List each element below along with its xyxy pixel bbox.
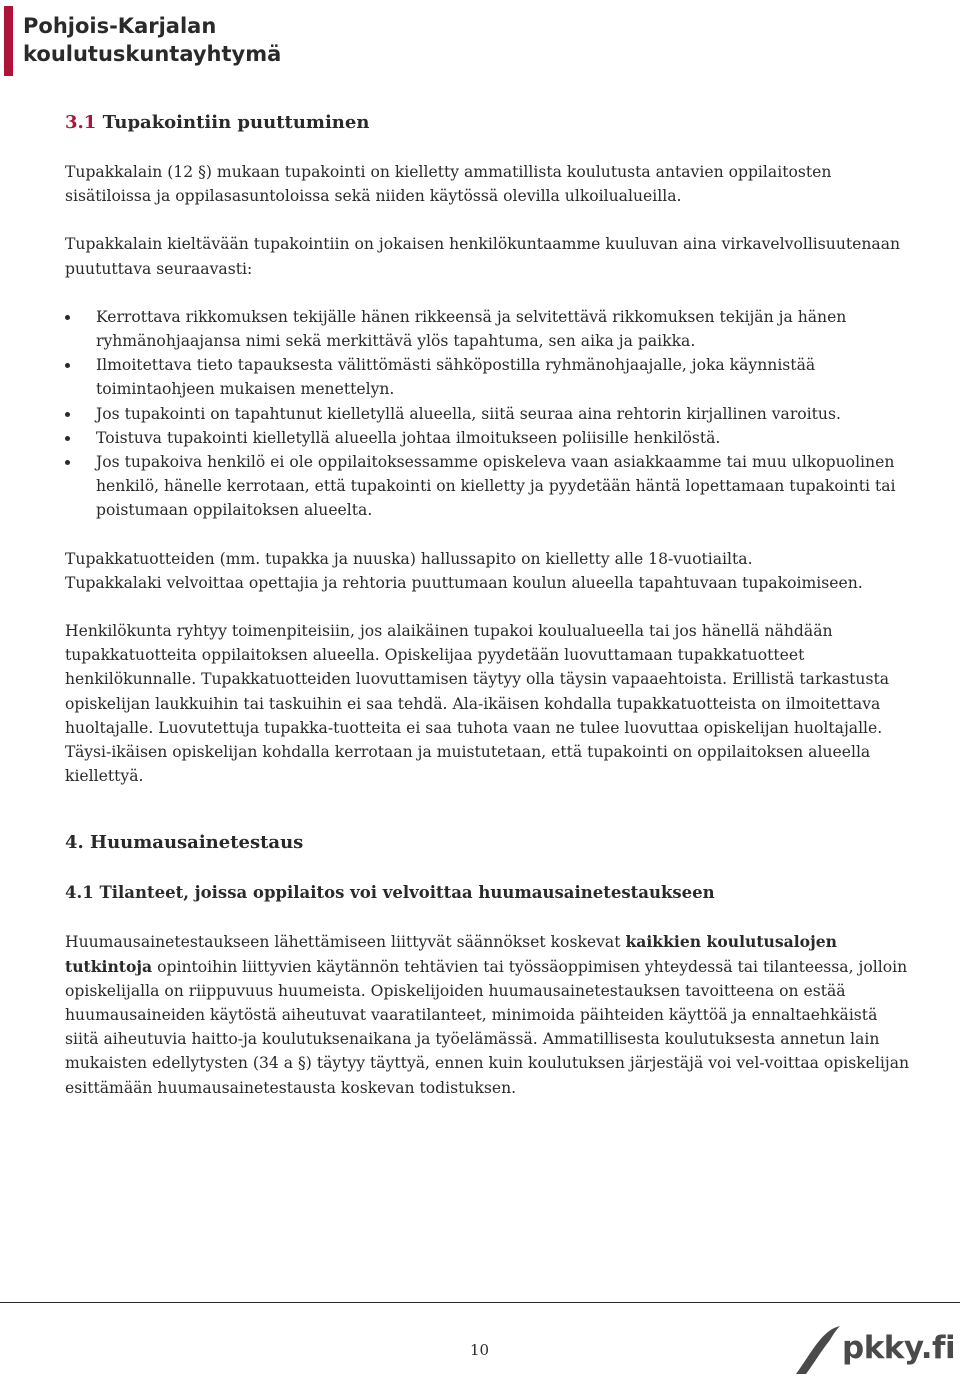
hallussapito-line: Tupakkatuotteiden (mm. tupakka ja nuuska) hallussapito on kielletty alle 18-vuotiailta.	[65, 549, 753, 568]
list-item: Jos tupakoiva henkilö ei ole oppilaitoksessamme opiskeleva vaan asiakkaamme tai muu ulkopuolinen henkilö, hänelle kerrotaan, että tupakointi on kielletty ja pyydetään häntä lopettamaan tupakointi tai poistumaan oppilaitoksen alueelta.	[65, 450, 915, 523]
action-list	[65, 305, 915, 523]
velvoittaa-line: Tupakkalaki velvoittaa opettajia ja rehtoria puuttumaan koulun alueella tapahtuvaan tupakoimiseen.	[65, 573, 863, 592]
paragraph-hallussapito	[65, 547, 915, 595]
paragraph-henkilokunta: Henkilökunta ryhtyy toimenpiteisiin, jos alaikäinen tupakoi koulualueella tai jos hänellä nähdään tupakkatuotteita oppilaitoksen alueella. Opiskelijaa pyydetään luovuttamaan tupakkatuotteet henkilökunnalle. Tupakkatuotteiden luovuttamisen täytyy olla täysin vapaaehtoista. Erillistä tarkastusta opiskelijan laukkuihin tai taskuihin ei saa tehdä. Ala-ikäisen kohdalla tupakkatuotteista on ilmoitettava huoltajalle. Luovutettuja tupakka-tuotteita ei saa tuhota vaan ne tulee luovuttaa opiskelijan huoltajalle. Täysi-ikäisen opiskelijan kohdalla kerrotaan ja muistutetaan, että tupakointi on oppilaitoksen alueella kiellettyä.	[65, 622, 890, 786]
brand-bar	[4, 6, 13, 76]
section-4-1-heading: 4.1 Tilanteet, joissa oppilaitos voi velvoittaa huumausainetestaukseen	[65, 883, 715, 903]
page-number: 10	[470, 1341, 490, 1359]
section-3-1-title: Tupakointiin puuttuminen	[102, 112, 370, 133]
paragraph-tupakkalaki: Tupakkalain (12 §) mukaan tupakointi on kielletty ammatillista koulutusta antavien oppilaitosten sisätiloissa ja oppilasasuntoloissa sekä niiden käytössä olevilla ulkoilualueilla.	[65, 163, 832, 206]
emphasis-koulutusalat: kaikkien koulutusalojen tutkintoja	[65, 932, 837, 976]
section-3-1-number: 3.1	[65, 112, 97, 133]
list-item: Ilmoitettava tieto tapauksesta välittömästi sähköpostilla ryhmänohjaajalle, joka käynnistää toimintaohjeen mukaisen menettelyn.	[65, 353, 915, 401]
footer-divider	[0, 1302, 960, 1303]
site-logo-text: pkky.fi	[842, 1330, 956, 1366]
brand-line-1: Pohjois-Karjalan	[23, 14, 217, 38]
huumausaine-text-start: Huumausainetestaukseen lähettämiseen liittyvät säännökset koskevat	[65, 933, 626, 952]
brand-line-2: koulutuskuntayhtymä	[23, 42, 282, 66]
organization-logo	[23, 12, 281, 68]
document-body	[65, 110, 915, 1100]
section-4-heading: 4. Huumausainetestaus	[65, 832, 304, 854]
paragraph-huumausaine	[65, 930, 915, 1099]
huumausaine-text-rest: opintoihin liittyvien käytännön tehtävien tai työssäoppimisen yhteydessä tai tilanteessa, jolloin opiskelijalla on riippuvuus huumeista. Opiskelijoiden huumausainetestauksen tavoitteena on estää huumausaineiden käytöstä aiheutuvat vaaratilanteet, minimoida päihteiden käyttöä ja ennaltaehkäistä siitä aiheutuvia haitto-ja koulutuksenaikana ja työelämässä. Ammatillisesta koulutuksesta annetun lain mukaisten edellytysten (34 a §) täytyy täyttyä, ennen kuin koulutuksen järjestäjä voi vel-voittaa opiskelijan esittämään huumausainetestausta koskevan todistuksen.	[65, 957, 910, 1097]
list-item: Jos tupakointi on tapahtunut kielletyllä alueella, siitä seuraa aina rehtorin kirjallinen varoitus.	[65, 402, 915, 426]
list-item: Toistuva tupakointi kielletyllä alueella johtaa ilmoitukseen poliisille henkilöstä.	[65, 426, 915, 450]
section-3-1-heading	[65, 110, 915, 136]
list-item: Kerrottava rikkomuksen tekijälle hänen rikkeensä ja selvitettävä rikkomuksen tekijän ja hänen ryhmänohjaajansa nimi sekä merkittävä ylös tapahtuma, sen aika ja paikka.	[65, 305, 915, 353]
paragraph-velvollisuus: Tupakkalain kieltävään tupakointiin on jokaisen henkilökuntaamme kuuluvan aina virkavelvollisuutenaan puututtava seuraavasti:	[65, 235, 901, 278]
